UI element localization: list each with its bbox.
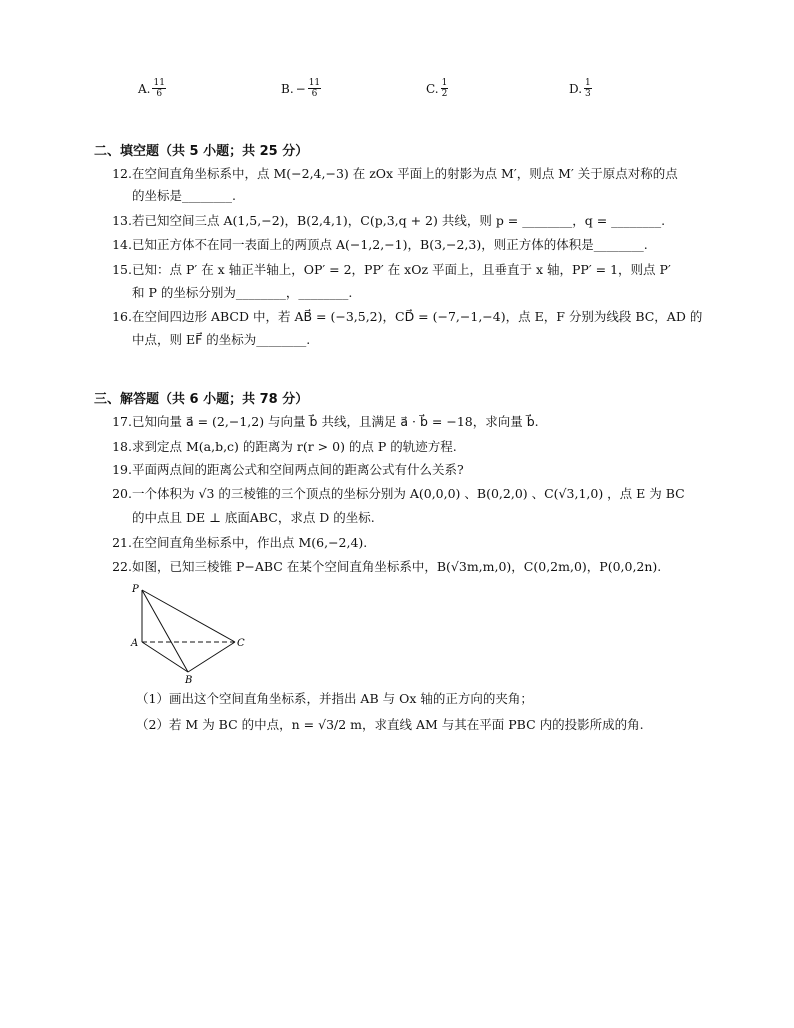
label-a: A [131, 638, 139, 649]
question-21: 21.在空间直角坐标系中，作出点 M(6,−2,4). [112, 535, 368, 550]
option-b: B. − $\frac{11}{6}$ [281, 78, 321, 99]
option-c: C. $\frac{1}{2}$ [426, 78, 448, 99]
question-13: 13.若已知空间三点 A(1,5,−2)，B(2,4,1)，C(p,3,q + 2) 共线，则 p = ________，q = ________. [112, 213, 666, 228]
edge-ab [142, 642, 188, 672]
question-18: 18.求到定点 M(a,b,c) 的距离为 r(r > 0) 的点 P 的轨迹方程. [112, 439, 457, 454]
question-17: 17.已知向量 a⃗ = (2,−1,2) 与向量 b⃗ 共线，且满足 a⃗ · b⃗ = −18，求向量 b⃗. [112, 414, 539, 429]
question-20: 20.一个体积为 √3 的三棱锥的三个顶点的坐标分别为 A(0,0,0) 、B(0,2,0) 、C(√3,1,0) ，点 E 为 BC [112, 486, 685, 501]
question-14: 14.已知正方体不在同一表面上的两顶点 A(−1,2,−1)，B(3,−2,3)，则正方体的体积是________. [112, 237, 648, 252]
label-b: B [185, 675, 193, 684]
section-title: 二、填空题（共 5 小题；共 25 分） [94, 144, 309, 159]
question-12: 12.在空间直角坐标系中，点 M(−2,4,−3) 在 zOx 平面上的射影为点 M′，则点 M′ 关于原点对称的点 [112, 166, 678, 181]
question-12-cont: 的坐标是________. [132, 188, 236, 203]
question-19: 19.平面两点间的距离公式和空间两点间的距离公式有什么关系? [112, 462, 464, 477]
label-p: P [132, 584, 139, 595]
question-15-cont: 和 P 的坐标分别为________，________. [132, 285, 353, 300]
pyramid-figure [128, 584, 258, 684]
label-c: C [237, 638, 245, 649]
fraction: $\frac{1}{3}$ [585, 78, 591, 99]
option-d: D. $\frac{1}{3}$ [569, 78, 591, 99]
question-16: 16.在空间四边形 ABCD 中，若 AB⃗ = (−3,5,2)，CD⃗ = (−7,−1,−4)，点 E，F 分别为线段 BC，AD 的 [112, 309, 703, 324]
fraction: $\frac{11}{6}$ [308, 78, 321, 99]
edge-bc [188, 642, 235, 672]
option-a: A. $\frac{11}{6}$ [138, 78, 165, 99]
section-title: 三、解答题（共 6 小题；共 78 分） [94, 392, 309, 407]
question-20-cont: 的中点且 DE ⊥ 底面ABC，求点 D 的坐标. [132, 510, 375, 525]
question-16-cont: 中点，则 EF⃗ 的坐标为________. [132, 332, 311, 347]
fraction: $\frac{1}{2}$ [441, 78, 448, 99]
edge-pc [142, 590, 235, 642]
fraction: $\frac{11}{6}$ [153, 78, 165, 99]
question-22-part-1: （1）画出这个空间直角坐标系，并指出 AB 与 Ox 轴的正方向的夹角； [136, 691, 533, 706]
question-15: 15.已知：点 P′ 在 x 轴正半轴上，OP′ = 2，PP′ 在 xOz 平面上，且垂直于 x 轴，PP′ = 1，则点 P′ [112, 262, 671, 277]
question-22-part-2: （2）若 M 为 BC 的中点，n = √3/2 m，求直线 AM 与其在平面 PBC 内的投影所成的角. [136, 717, 644, 732]
question-22: 22.如图，已知三棱锥 P−ABC 在某个空间直角坐标系中，B(√3m,m,0)，C(0,2m,0)，P(0,0,2n). [112, 559, 662, 574]
